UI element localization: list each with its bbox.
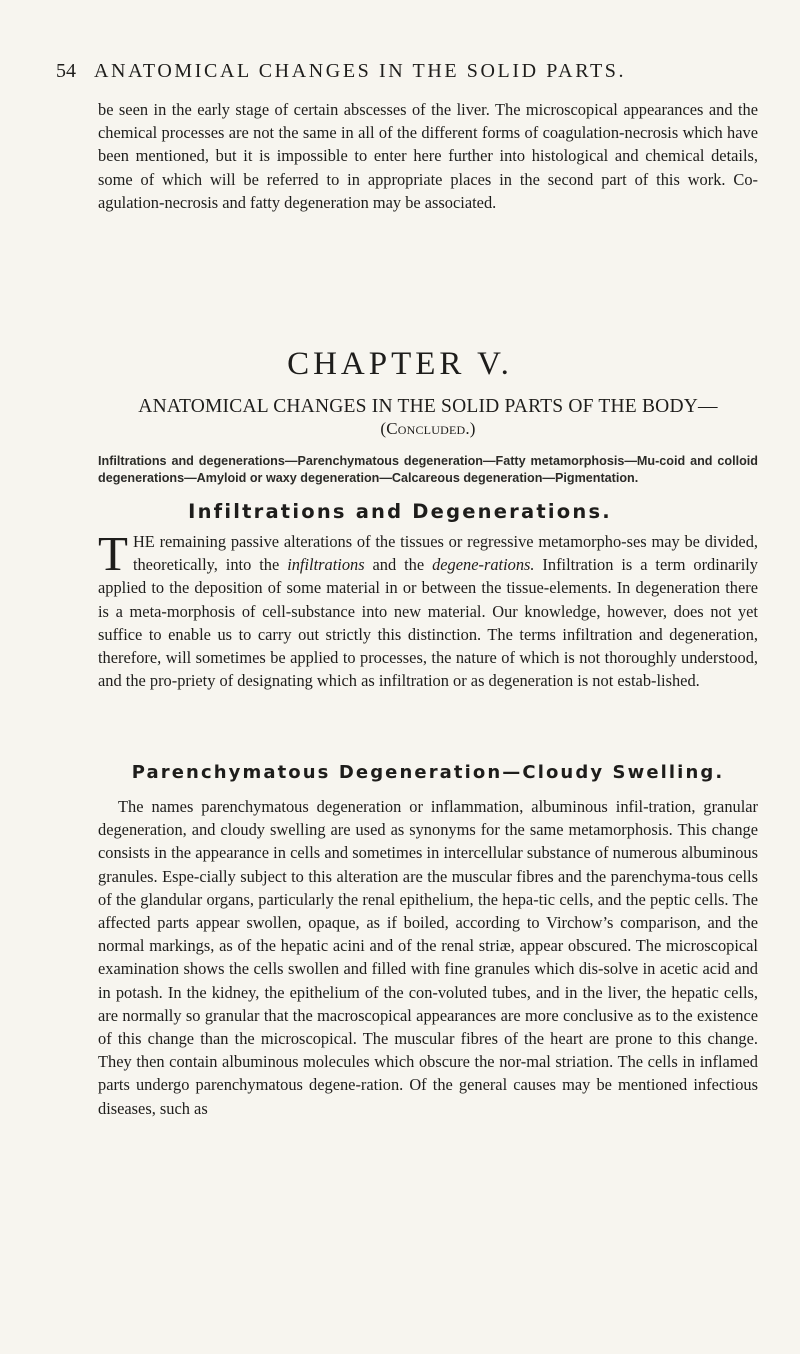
infiltrations-lead: HE remaining passive alterations of the tissues or regressive metamorpho-ses may be divided, theoretically, into the	[132, 532, 758, 575]
chapter-title-text: ANATOMICAL CHANGES IN THE SOLID PARTS OF THE BODY—	[138, 396, 718, 417]
drop-cap: T	[98, 526, 128, 581]
parenchymatous-paragraph	[98, 795, 758, 1120]
page-number: 54	[56, 60, 76, 82]
section-heading-parenchymatous: Parenchymatous Degeneration—Cloudy Swelling.	[131, 762, 725, 783]
infiltrations-rest: Infiltration is a term ordinarily applied to the deposition of some material in or between the tissue-elements. In degeneration there is a meta-morphosis of cell-substance into new material. Our knowledge, however, does not yet suffice to enable us to carry out strictly this distinction. The terms infiltration and degeneration, therefore, will sometimes be applied to processes, the nature of which is not thoroughly understood, and the pro-priety of designating which as infiltration or as degeneration is not estab-lished.	[98, 555, 759, 691]
infiltrations-paragraph	[98, 526, 759, 692]
term-degenerations: degene-rations.	[432, 555, 535, 575]
intro-paragraph-text: be seen in the early stage of certain abscesses of the liver. The microscopical appearances and the chemical processes are not the same in all of the different forms of coagulation-necrosis which have been mentioned, but it is impossible to enter here further into histological and chemical details, some of which will be referred to in appropriate places in the second part of this work. Co-agulation-necrosis and fatty degeneration may be associated.	[98, 100, 758, 212]
chapter-title	[98, 396, 758, 440]
running-head	[56, 60, 776, 90]
chapter-summary: Infiltrations and degenerations—Parenchymatous degeneration—Fatty metamorphosis—Mu-coid and colloid degenerations—Amyloid or waxy degeneration—Calcareous degeneration—Pigmentation.	[98, 454, 758, 485]
running-head-title: ANATOMICAL CHANGES IN THE SOLID PARTS.	[94, 60, 627, 82]
chapter-label: CHAPTER V.	[287, 346, 513, 382]
infiltrations-and-the: and the	[364, 555, 433, 575]
section-heading-infiltrations: Infiltrations and Degenerations.	[188, 500, 612, 523]
chapter-subtitle: (Concluded.)	[380, 419, 476, 438]
intro-paragraph	[98, 98, 758, 214]
parenchymatous-text: The names parenchymatous degeneration or inflammation, albuminous infil-tration, granular degeneration, and cloudy swelling are used as synonyms for the same metamorphosis. This change consists in the appearance in cells and sometimes in intercellular substance of numerous albuminous granules. Espe-cially subject to this alteration are the muscular fibres and the parenchyma-tous cells of the glandular organs, particularly the renal epithelium, the hepa-tic cells, and the peptic cells. The affected parts appear swollen, opaque, as if boiled, according to Virchow’s comparison, and the normal markings, as of the hepatic acini and of the renal striæ, appear obscured. The microscopical examination shows the cells swollen and filled with fine granules which dis-solve in acetic acid and in potash. In the kidney, the epithelium of the con-voluted tubes, and in the liver, the hepatic cells, are normally so granular that the macroscopical appearances are more conclusive as to the existence of this change than the microscopical. The muscular fibres of the heart are prone to this change. They then contain albuminous molecules which obscure the nor-mal striation. The cells in inflamed parts undergo parenchymatous degene-ration. Of the general causes may be mentioned infectious diseases, such as	[98, 797, 758, 1118]
term-infiltrations: infiltrations	[287, 555, 365, 575]
